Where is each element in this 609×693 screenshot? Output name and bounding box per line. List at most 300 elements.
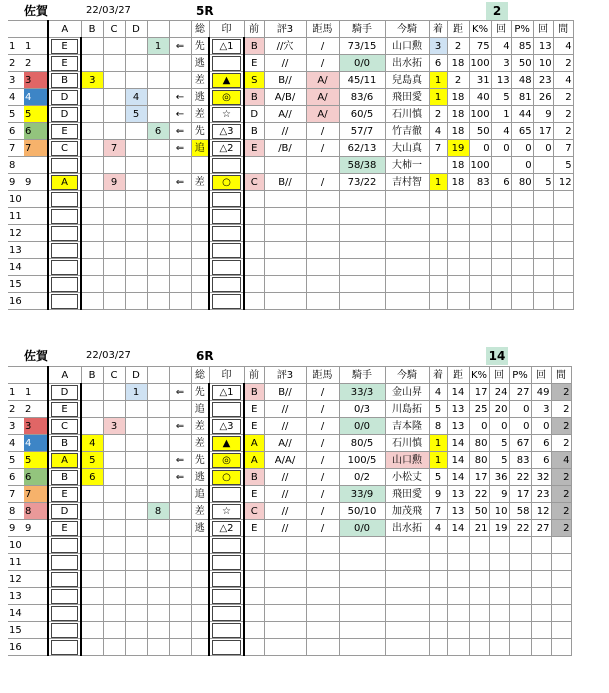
race2-cell-rank-c [103,401,125,418]
race1-cell-count1 [491,191,511,208]
race2-cell-row-no: 6 [8,469,24,486]
race1-cell-dist2: 18 [447,106,469,123]
race1-cell-finish [429,157,447,174]
race2-cell-mark [209,384,244,401]
race2-cell-finish: 1 [429,435,447,452]
race2-mark-box [212,589,241,604]
race1-cell-dist2 [447,225,469,242]
race1-row [8,174,573,191]
race2-cell-prev [244,639,264,656]
race2-cell-k-pct [469,554,489,571]
race1-cell-prev [244,191,264,208]
race1-cell-eval3: A/B/ [264,89,306,106]
race2-cell-finish: 5 [429,401,447,418]
race2-cell-arrow [169,435,191,452]
race1-cell-jockey: 73/22 [339,174,385,191]
race2-row [8,384,571,401]
race1-cell-rank-b [81,140,103,157]
race2-cell-dist: / [306,401,339,418]
race1-rank-box [51,209,78,224]
race1-cell-prev: B [244,38,264,55]
race2-cell-style [191,588,209,605]
race1-cell-frame: 9 [24,174,48,191]
race1-cell-count2: 26 [533,89,553,106]
race1-cell-count1 [491,242,511,259]
race1-cell-mark [209,38,244,55]
race2-cell-arrow [169,622,191,639]
race1-cell-eval3 [264,293,306,310]
race2-cell-eval3 [264,605,306,622]
race1-cell-rank-d [125,208,147,225]
race1-cell-dist2: 18 [447,174,469,191]
race2-cell-rank-c [103,571,125,588]
race2-mark-box: ☆ [212,504,241,519]
race2-cell-mark [209,452,244,469]
race1-cell-rank-a [48,55,81,72]
race2-cell-row-no: 9 [8,520,24,537]
race2-mark-box [212,555,241,570]
race2-cell-arrow [169,401,191,418]
race2-cell-finish [429,588,447,605]
race1-cell-rank-c: 7 [103,140,125,157]
race2-cell-extra [147,452,169,469]
race1-row [8,106,573,123]
race1-cell-p-pct: 65 [511,123,533,140]
race1-header-row [8,21,573,38]
race2-cell-frame: 7 [24,486,48,503]
race1-rank-box [51,260,78,275]
race2-cell-dist2: 14 [447,435,469,452]
race1-cell-dist [306,157,339,174]
race2-cell-rank-a [48,486,81,503]
race1-cell-k-pct [469,276,491,293]
race1-cell-rank-c [103,276,125,293]
race2-cell-rank-b [81,605,103,622]
race1-cell-finish: 6 [429,55,447,72]
race2-cell-finish: 7 [429,503,447,520]
race1-cell-finish [429,191,447,208]
race2-cell-mark [209,571,244,588]
race1-row [8,259,573,276]
race2-cell-eval3: // [264,418,306,435]
race2-cell-extra [147,537,169,554]
race1-cell-mark [209,106,244,123]
race1-rank-box: A [51,175,78,190]
race1-cell-extra [147,72,169,89]
race2-cell-interval: 2 [551,418,571,435]
race2-cell-style: 差 [191,435,209,452]
race2-cell-jockey: 33/9 [339,486,385,503]
race1-cell-dist [306,208,339,225]
race2-cell-rank-a [48,537,81,554]
race2-cell-jockey: 100/5 [339,452,385,469]
race2-cell-count2 [531,571,551,588]
race2-cell-interval: 2 [551,435,571,452]
race1-cell-rank-c [103,106,125,123]
race1-cell-eval3: A// [264,106,306,123]
race1-cell-dist: A/ [306,72,339,89]
race1-cell-p-pct [511,225,533,242]
race2-row [8,401,571,418]
race1-cell-finish [429,259,447,276]
race2-col-cur-jockey: 今騎 [385,367,429,384]
race2-cell-eval3: // [264,503,306,520]
race1-cell-frame: 6 [24,123,48,140]
race2-cell-rank-d [125,401,147,418]
race1-cell-style [191,242,209,259]
race1-cell-row-no: 10 [8,191,24,208]
race2-cell-rank-a [48,571,81,588]
race1-cell-prev: B [244,89,264,106]
race2-cell-rank-b: 4 [81,435,103,452]
race2-cell-style: 逃 [191,520,209,537]
race2-row [8,486,571,503]
race1-row [8,38,573,55]
race2-cell-dist: / [306,418,339,435]
race2-cell-count2: 32 [531,469,551,486]
race1-cell-rank-c [103,89,125,106]
race1-cell-arrow [169,242,191,259]
race2-cell-dist2 [447,571,469,588]
race1-cell-jockey [339,225,385,242]
race1-row [8,208,573,225]
race2-rank-box: E [51,487,78,502]
race1-rank-box [51,192,78,207]
race2-cell-cur-jockey: 山口勲 [385,452,429,469]
race1-cell-k-pct: 50 [469,123,491,140]
race2-cell-arrow: ⇐ [169,469,191,486]
race2-cell-count2: 0 [531,418,551,435]
race2-cell-jockey [339,622,385,639]
race1-rank-box: B [51,73,78,88]
race1-mark-box: ○ [212,175,241,190]
race1-cell-interval [553,276,573,293]
race2-number-label: 6R [196,349,214,363]
race2-cell-prev: A [244,435,264,452]
race1-cell-count1: 4 [491,123,511,140]
race1-cell-mark [209,259,244,276]
race2-col-jockey: 騎手 [339,367,385,384]
race1-cell-finish: 4 [429,123,447,140]
race2-cell-eval3 [264,639,306,656]
race1-cell-count1 [491,293,511,310]
race2-row [8,554,571,571]
race2-cell-mark [209,418,244,435]
race1-cell-cur-jockey [385,191,429,208]
race2-col-rank-b: B [81,367,103,384]
race1-cell-extra [147,191,169,208]
race2-cell-prev: E [244,486,264,503]
race2-cell-style: 先 [191,452,209,469]
race2-cell-style [191,605,209,622]
race2-cell-dist2 [447,605,469,622]
race1-cell-cur-jockey: 飛田愛 [385,89,429,106]
race2-cell-count1: 19 [489,520,509,537]
race1-cell-finish [429,276,447,293]
race1-cell-rank-c [103,191,125,208]
race2-cell-eval3: // [264,469,306,486]
race1-cell-prev [244,225,264,242]
race2-cell-count2: 49 [531,384,551,401]
race2-mark-box [212,402,241,417]
race1-cell-rank-a [48,293,81,310]
race2-cell-p-pct: 0 [509,418,531,435]
race1-col-jockey: 騎手 [339,21,385,38]
race1-cell-finish [429,242,447,259]
race1-cell-eval3: // [264,55,306,72]
race2-cell-style: 差 [191,418,209,435]
race1-cell-finish [429,208,447,225]
race2-cell-style: 追 [191,401,209,418]
race1-cell-rank-d [125,72,147,89]
race2-cell-rank-a [48,622,81,639]
race2-row [8,418,571,435]
race1-cell-extra [147,55,169,72]
race2-cell-rank-c [103,503,125,520]
race1-cell-k-pct: 31 [469,72,491,89]
race1-cell-count1: 0 [491,140,511,157]
race1-cell-rank-a [48,208,81,225]
race2-cell-jockey [339,605,385,622]
race2-cell-finish [429,605,447,622]
race2-cell-cur-jockey [385,605,429,622]
race1-cell-extra [147,276,169,293]
race1-cell-count1: 13 [491,72,511,89]
race2-cell-count1 [489,622,509,639]
race2-cell-dist: / [306,520,339,537]
race2-cell-k-pct: 0 [469,418,489,435]
race2-cell-finish [429,622,447,639]
race1-cell-rank-d [125,55,147,72]
race2-cell-p-pct: 22 [509,520,531,537]
race1-rank-box [51,158,78,173]
race1-cell-rank-c: 9 [103,174,125,191]
race1-cell-rank-a [48,191,81,208]
race1-cell-interval: 2 [553,89,573,106]
race2-cell-extra [147,622,169,639]
race1-cell-k-pct: 40 [469,89,491,106]
race2-cell-rank-d [125,418,147,435]
race1-cell-rank-c [103,123,125,140]
race2-cell-arrow [169,605,191,622]
race2-cell-p-pct [509,537,531,554]
race2-col-frame [24,367,48,384]
race2-cell-interval [551,588,571,605]
race1-col-rank-a: A [48,21,81,38]
race2-cell-cur-jockey: 川島拓 [385,401,429,418]
race1-cell-interval: 12 [553,174,573,191]
race2-cell-mark [209,503,244,520]
race1-col-p-pct: P% [511,21,533,38]
race1-cell-finish: 1 [429,89,447,106]
race2-cell-rank-d [125,554,147,571]
race1-cell-frame: 3 [24,72,48,89]
race2-cell-style: 追 [191,486,209,503]
race2-cell-frame: 4 [24,435,48,452]
race1-cell-rank-c [103,55,125,72]
race2-cell-frame: 2 [24,401,48,418]
race1-col-rank-c: C [103,21,125,38]
race2-cell-jockey [339,588,385,605]
race1-cell-row-no: 3 [8,72,24,89]
race1-cell-dist2: 18 [447,89,469,106]
race2-cell-style: 差 [191,503,209,520]
race2-rank-box: B [51,470,78,485]
race1-mark-box [212,260,241,275]
race2-cell-rank-b [81,622,103,639]
race1-cell-arrow: ← [169,89,191,106]
race1-cell-count2 [533,276,553,293]
race1-cell-row-no: 7 [8,140,24,157]
race1-cell-count2 [533,242,553,259]
race1-cell-interval [553,242,573,259]
race2-cell-count1: 24 [489,384,509,401]
race1-cell-p-pct [511,242,533,259]
race1-number-label: 5R [196,4,214,18]
race1-cell-jockey: 62/13 [339,140,385,157]
race2-cell-rank-c [103,435,125,452]
race1-cell-cur-jockey [385,225,429,242]
race2-cell-interval: 4 [551,452,571,469]
race2-cell-jockey: 0/3 [339,401,385,418]
race2-cell-frame: 5 [24,452,48,469]
race2-cell-k-pct: 22 [469,486,489,503]
race1-cell-arrow [169,259,191,276]
race1-cell-rank-c [103,225,125,242]
race1-col-eval3: 評3 [264,21,306,38]
race1-row [8,191,573,208]
race1-mark-box: ▲ [212,73,241,88]
race1-result-number: 2 [486,2,508,20]
race2-cell-dist2: 13 [447,418,469,435]
race1-cell-dist2 [447,191,469,208]
race2-cell-rank-a [48,639,81,656]
race2-cell-dist: / [306,452,339,469]
race2-cell-count1 [489,537,509,554]
race1-cell-finish [429,225,447,242]
race1-cell-extra: 6 [147,123,169,140]
race2-cell-p-pct [509,622,531,639]
race1-cell-jockey [339,242,385,259]
race1-cell-rank-c [103,293,125,310]
race2-header [24,347,604,365]
race2-rank-box [51,623,78,638]
race2-cell-count1: 36 [489,469,509,486]
race1-cell-rank-a [48,259,81,276]
race2-cell-style: 逃 [191,469,209,486]
race1-cell-style [191,276,209,293]
race1-col-prev: 前 [244,21,264,38]
race1-cell-frame [24,242,48,259]
race1-cell-extra [147,242,169,259]
race2-cell-rank-b: 5 [81,452,103,469]
race1-cell-style [191,208,209,225]
race2-cell-jockey [339,554,385,571]
race1-cell-dist2 [447,242,469,259]
race2-cell-eval3: // [264,401,306,418]
race1-col-k-pct: K% [469,21,491,38]
race2-cell-jockey: 80/5 [339,435,385,452]
race2-cell-rank-a [48,418,81,435]
race2-cell-p-pct [509,588,531,605]
race2-cell-rank-b [81,554,103,571]
race1-cell-count1: 3 [491,55,511,72]
race2-cell-prev: C [244,503,264,520]
race2-cell-k-pct [469,639,489,656]
race1-cell-rank-d [125,293,147,310]
race1-cell-dist: / [306,55,339,72]
race1-row [8,225,573,242]
race1-table [8,20,574,310]
race1-cell-dist: / [306,123,339,140]
race2-mark-box: △2 [212,521,241,536]
race2-col-mark: 印 [209,367,244,384]
race1-cell-rank-d [125,174,147,191]
race2-cell-dist2: 14 [447,384,469,401]
race1-mark-box [212,243,241,258]
race1-cell-k-pct [469,259,491,276]
race1-rank-box: E [51,39,78,54]
race1-cell-prev: C [244,174,264,191]
race1-cell-jockey [339,276,385,293]
race1-cell-row-no: 6 [8,123,24,140]
race1-col-cur-jockey: 今騎 [385,21,429,38]
race2-cell-arrow [169,554,191,571]
race2-cell-cur-jockey: 小松丈 [385,469,429,486]
race2-cell-count1 [489,639,509,656]
race2-cell-dist: / [306,384,339,401]
race2-cell-prev [244,605,264,622]
race2-cell-k-pct [469,622,489,639]
race1-row [8,157,573,174]
race1-cell-dist [306,259,339,276]
race2-cell-rank-b [81,384,103,401]
race2-cell-rank-c: 3 [103,418,125,435]
race2-cell-count1: 20 [489,401,509,418]
race2-cell-eval3 [264,554,306,571]
race2-cell-rank-c [103,588,125,605]
race2-cell-rank-c [103,452,125,469]
race1-cell-rank-b [81,191,103,208]
race2-cell-mark [209,639,244,656]
race1-cell-style: 追 [191,140,209,157]
race2-cell-interval [551,639,571,656]
race2-cell-dist [306,571,339,588]
race1-cell-frame [24,276,48,293]
race1-cell-arrow [169,157,191,174]
race2-cell-count1 [489,554,509,571]
race2-col-eval3: 評3 [264,367,306,384]
race1-cell-p-pct: 80 [511,174,533,191]
race2-cell-mark [209,622,244,639]
race1-cell-count1 [491,157,511,174]
race2-cell-extra [147,571,169,588]
race2-cell-extra [147,588,169,605]
race1-cell-k-pct: 83 [469,174,491,191]
race1-cell-dist: A/ [306,89,339,106]
race2-cell-rank-d [125,639,147,656]
race2-cell-dist2: 14 [447,469,469,486]
race2-cell-count1 [489,588,509,605]
race1-cell-row-no: 2 [8,55,24,72]
race2-cell-extra [147,401,169,418]
race2-cell-row-no: 12 [8,571,24,588]
race2-col-count2: 回 [531,367,551,384]
race2-col-k-pct: K% [469,367,489,384]
race1-cell-rank-a [48,123,81,140]
race1-col-style: 総 [191,21,209,38]
race2-cell-mark [209,469,244,486]
